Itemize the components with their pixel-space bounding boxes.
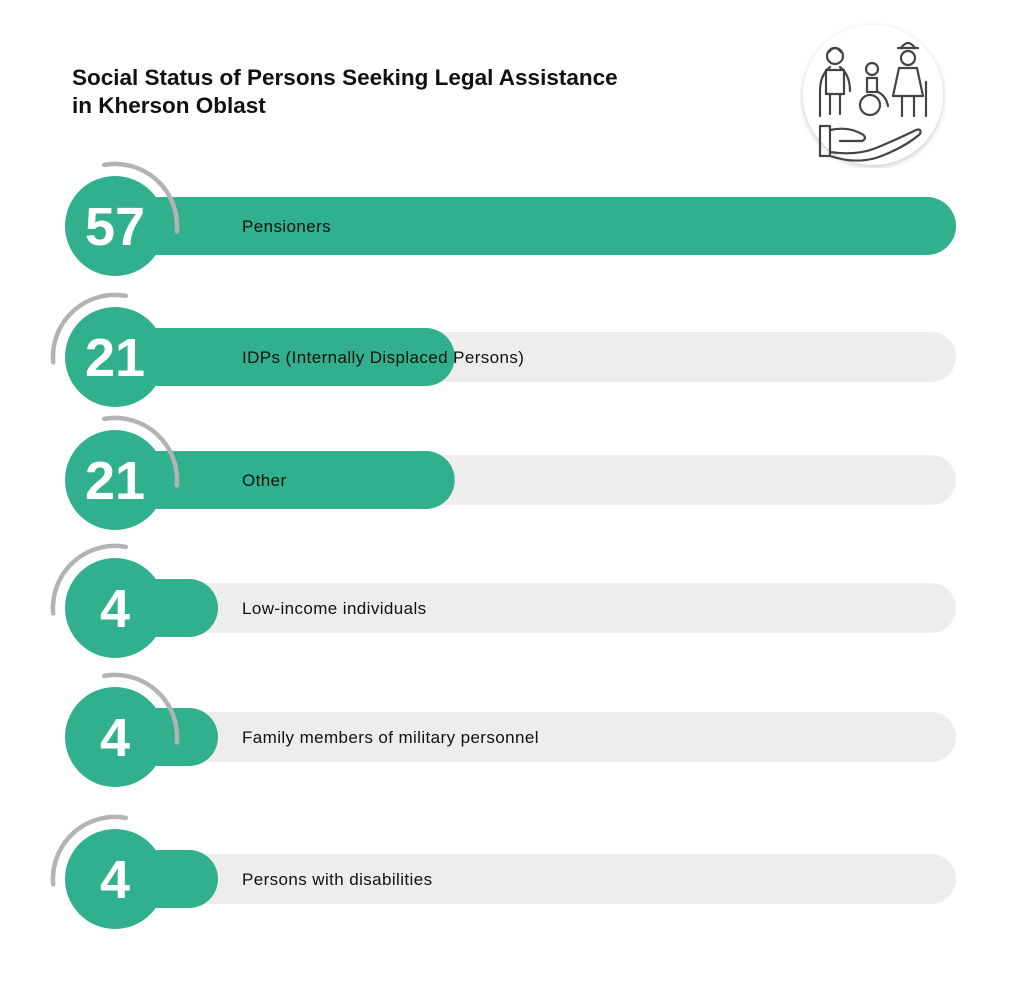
value-label: 4 — [99, 850, 131, 910]
category-label: Other — [242, 471, 287, 490]
value-label: 21 — [84, 328, 146, 388]
category-label: Persons with disabilities — [242, 870, 433, 889]
chart-title-line-2: in Kherson Oblast — [72, 93, 266, 118]
value-label: 21 — [84, 451, 146, 511]
value-label: 57 — [84, 197, 146, 257]
category-label: Low-income individuals — [242, 599, 427, 618]
value-label: 4 — [99, 708, 131, 768]
category-label: Family members of military personnel — [242, 728, 539, 747]
chart-title-line-1: Social Status of Persons Seeking Legal Assistance — [72, 65, 618, 90]
category-label: Pensioners — [242, 217, 332, 236]
category-label: IDPs (Internally Displaced Persons) — [242, 348, 525, 367]
value-label: 4 — [99, 579, 131, 639]
